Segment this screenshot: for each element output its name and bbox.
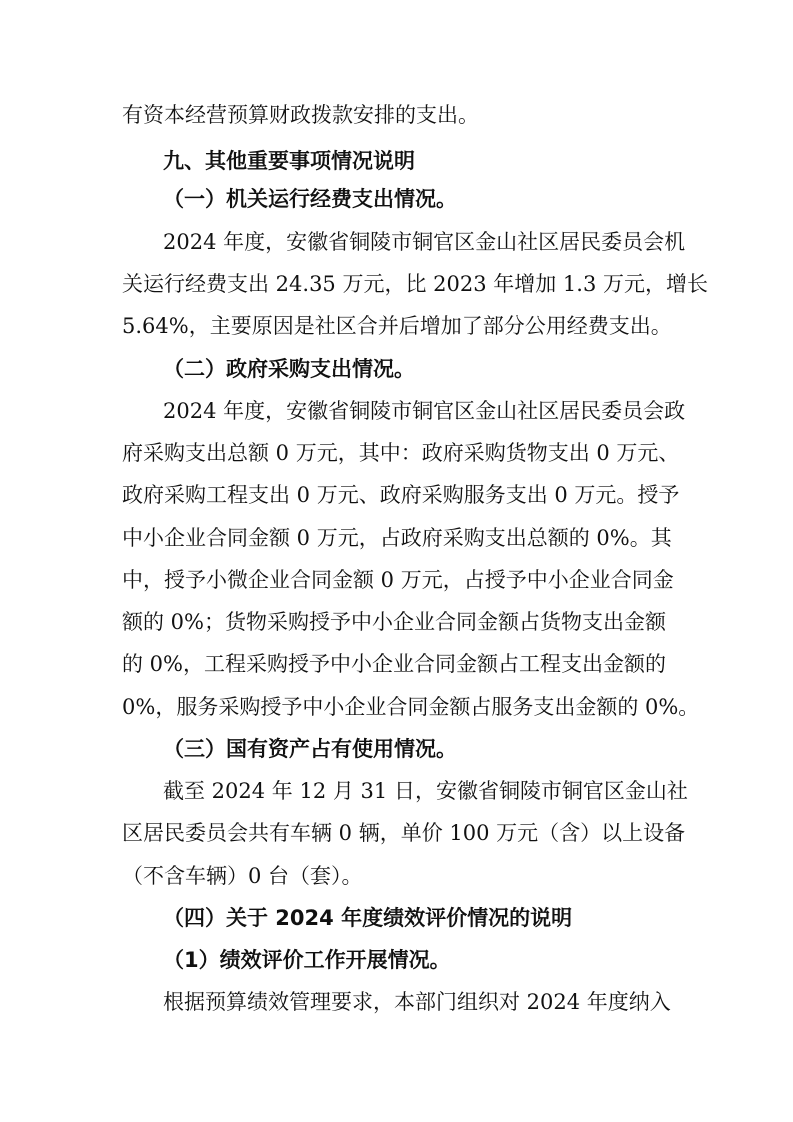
body-text-line: （不含车辆）0 台（套）。 xyxy=(122,864,363,888)
subsection-heading: （一）机关运行经费支出情况。 xyxy=(163,187,457,211)
body-text-line: 2024 年度，安徽省铜陵市铜官区金山社区居民委员会机 xyxy=(163,230,686,254)
body-text-line: 根据预算绩效管理要求，本部门组织对 2024 年度纳入 xyxy=(163,990,671,1014)
body-text-line: 有资本经营预算财政拨款安排的支出。 xyxy=(122,103,479,127)
subsection-heading: （1）绩效评价工作开展情况。 xyxy=(163,948,451,972)
body-text-line: 5.64%，主要原因是社区合并后增加了部分公用经费支出。 xyxy=(122,314,672,338)
subsection-heading: （三）国有资产占有使用情况。 xyxy=(163,737,457,761)
section-heading: 九、其他重要事项情况说明 xyxy=(163,149,415,173)
body-text-line: 截至 2024 年 12 月 31 日，安徽省铜陵市铜官区金山社 xyxy=(163,779,688,803)
body-text-line: 0%，服务采购授予中小企业合同金额占服务支出金额的 0%。 xyxy=(122,695,700,719)
body-text-line: 政府采购工程支出 0 万元、政府采购服务支出 0 万元。授予 xyxy=(122,483,680,507)
body-text-line: 中，授予小微企业合同金额 0 万元，占授予中小企业合同金 xyxy=(122,568,674,592)
body-text-line: 中小企业合同金额 0 万元，占政府采购支出总额的 0%。其 xyxy=(122,526,672,550)
subsection-heading: （四）关于 2024 年度绩效评价情况的说明 xyxy=(163,906,573,930)
body-text-line: 额的 0%；货物采购授予中小企业合同金额占货物支出金额 xyxy=(122,610,666,634)
body-text-line: 2024 年度，安徽省铜陵市铜官区金山社区居民委员会政 xyxy=(163,399,686,423)
body-text-line: 的 0%，工程采购授予中小企业合同金额占工程支出金额的 xyxy=(122,652,666,676)
body-text-line: 关运行经费支出 24.35 万元，比 2023 年增加 1.3 万元，增长 xyxy=(122,272,709,296)
body-text-line: 府采购支出总额 0 万元，其中：政府采购货物支出 0 万元、 xyxy=(122,441,680,465)
body-text-line: 区居民委员会共有车辆 0 辆，单价 100 万元（含）以上设备 xyxy=(122,821,686,845)
subsection-heading: （二）政府采购支出情况。 xyxy=(163,357,415,381)
